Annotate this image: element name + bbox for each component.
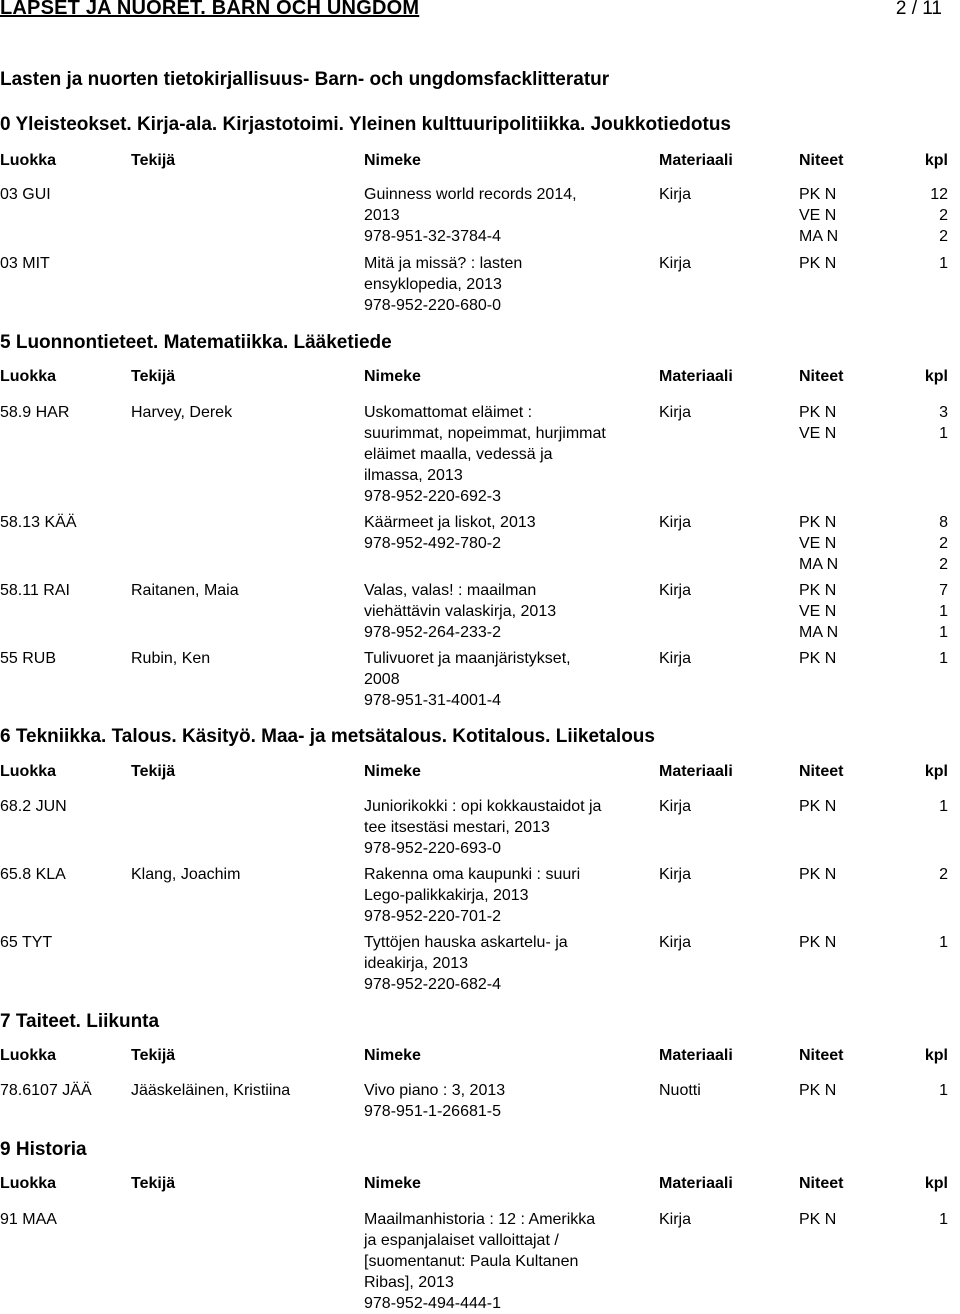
row-kpl bbox=[939, 1209, 948, 1230]
row-niteet bbox=[799, 1080, 836, 1101]
row-kpl-line: 1 bbox=[939, 255, 948, 272]
column-header-luokka: Luokka bbox=[0, 368, 57, 385]
row-niteet-line: PK N bbox=[799, 255, 837, 272]
row-niteet bbox=[799, 580, 838, 643]
row-niteet-line: PK N bbox=[799, 514, 837, 531]
row-niteet bbox=[799, 402, 836, 444]
row-niteet-line: MA N bbox=[799, 624, 839, 641]
row-nimeke bbox=[364, 402, 644, 507]
row-nimeke-line: Tulivuoret ja maanjäristykset, bbox=[364, 650, 571, 667]
row-nimeke-line: ensyklopedia, 2013 bbox=[364, 276, 502, 293]
row-nimeke-line: ilmassa, 2013 bbox=[364, 467, 463, 484]
row-luokka: 58.9 HAR bbox=[0, 404, 70, 421]
column-header-niteet: Niteet bbox=[799, 763, 844, 780]
row-tekija: Jääskeläinen, Kristiina bbox=[131, 1082, 291, 1099]
row-luokka: 03 GUI bbox=[0, 186, 51, 203]
row-niteet bbox=[799, 253, 836, 274]
row-luokka: 55 RUB bbox=[0, 650, 57, 667]
row-kpl bbox=[939, 253, 948, 274]
row-materiaali: Kirja bbox=[659, 798, 692, 815]
column-header-kpl: kpl bbox=[924, 1047, 948, 1064]
row-nimeke-line: Käärmeet ja liskot, 2013 bbox=[364, 514, 536, 531]
column-header-kpl: kpl bbox=[924, 368, 948, 385]
column-header-materiaali: Materiaali bbox=[659, 368, 733, 385]
column-header-luokka: Luokka bbox=[0, 1175, 57, 1192]
row-kpl-line: 1 bbox=[939, 425, 948, 442]
row-kpl-line: 1 bbox=[939, 650, 948, 667]
section-title: 9 Historia bbox=[0, 1139, 87, 1160]
row-niteet bbox=[799, 796, 836, 817]
row-nimeke-line: 978-952-220-680-0 bbox=[364, 297, 501, 314]
row-kpl bbox=[939, 580, 948, 643]
column-header-luokka: Luokka bbox=[0, 1047, 57, 1064]
row-nimeke-line: Guinness world records 2014, bbox=[364, 186, 577, 203]
row-tekija: Rubin, Ken bbox=[131, 650, 211, 667]
row-kpl-line: 8 bbox=[939, 514, 948, 531]
section-title: 0 Yleisteokset. Kirja-ala. Kirjastotoimi. Yleinen kulttuuripolitiikka. Joukkotiedotus bbox=[0, 114, 731, 135]
row-nimeke-line: 978-952-220-701-2 bbox=[364, 908, 501, 925]
row-nimeke bbox=[364, 1209, 644, 1314]
row-nimeke bbox=[364, 253, 644, 316]
row-luokka: 91 MAA bbox=[0, 1211, 57, 1228]
column-header-niteet: Niteet bbox=[799, 1175, 844, 1192]
column-header-tekija: Tekijä bbox=[131, 1047, 176, 1064]
row-nimeke bbox=[364, 1080, 644, 1122]
row-nimeke-line: 978-952-220-693-0 bbox=[364, 840, 501, 857]
row-nimeke-line: 978-951-1-26681-5 bbox=[364, 1103, 501, 1120]
column-header-kpl: kpl bbox=[924, 763, 948, 780]
row-nimeke-line: 2013 bbox=[364, 207, 400, 224]
row-niteet bbox=[799, 1209, 836, 1230]
row-nimeke-line: Lego-palikkakirja, 2013 bbox=[364, 887, 529, 904]
row-nimeke-line: Tyttöjen hauska askartelu- ja bbox=[364, 934, 568, 951]
row-luokka: 03 MIT bbox=[0, 255, 50, 272]
row-luokka: 78.6107 JÄÄ bbox=[0, 1082, 92, 1099]
column-header-niteet: Niteet bbox=[799, 152, 844, 169]
row-nimeke-line: ideakirja, 2013 bbox=[364, 955, 469, 972]
row-materiaali: Kirja bbox=[659, 255, 692, 272]
row-tekija: Klang, Joachim bbox=[131, 866, 241, 883]
column-header-kpl: kpl bbox=[924, 152, 948, 169]
row-luokka: 68.2 JUN bbox=[0, 798, 67, 815]
row-niteet-line: PK N bbox=[799, 404, 837, 421]
row-niteet bbox=[799, 648, 836, 669]
row-kpl bbox=[939, 648, 948, 669]
column-header-luokka: Luokka bbox=[0, 152, 57, 169]
row-nimeke bbox=[364, 512, 644, 554]
row-nimeke-line: 978-952-220-682-4 bbox=[364, 976, 501, 993]
row-nimeke-line: tee itsestäsi mestari, 2013 bbox=[364, 819, 550, 836]
row-tekija: Harvey, Derek bbox=[131, 404, 233, 421]
row-luokka: 58.13 KÄÄ bbox=[0, 514, 77, 531]
column-header-kpl: kpl bbox=[924, 1175, 948, 1192]
row-niteet-line: PK N bbox=[799, 186, 837, 203]
document-title: Lasten ja nuorten tietokirjallisuus- Barn- och ungdomsfacklitteratur bbox=[0, 69, 610, 90]
row-luokka: 65 TYT bbox=[0, 934, 53, 951]
section-title: 6 Tekniikka. Talous. Käsityö. Maa- ja metsätalous. Kotitalous. Liiketalous bbox=[0, 726, 655, 747]
column-header-materiaali: Materiaali bbox=[659, 763, 733, 780]
row-kpl-line: 2 bbox=[939, 207, 948, 224]
column-header-nimeke: Nimeke bbox=[364, 1047, 421, 1064]
row-kpl-line: 1 bbox=[939, 603, 948, 620]
row-niteet-line: VE N bbox=[799, 535, 837, 552]
row-nimeke-line: 978-952-492-780-2 bbox=[364, 535, 501, 552]
row-kpl-line: 2 bbox=[939, 866, 948, 883]
row-nimeke-line: Maailmanhistoria : 12 : Amerikka bbox=[364, 1211, 596, 1228]
row-nimeke bbox=[364, 864, 644, 927]
row-nimeke-line: 978-951-31-4001-4 bbox=[364, 692, 501, 709]
row-niteet-line: PK N bbox=[799, 1082, 837, 1099]
row-kpl-line: 2 bbox=[939, 556, 948, 573]
column-header-niteet: Niteet bbox=[799, 368, 844, 385]
row-kpl-line: 2 bbox=[939, 535, 948, 552]
row-niteet-line: PK N bbox=[799, 798, 837, 815]
row-nimeke-line: [suomentanut: Paula Kultanen bbox=[364, 1253, 579, 1270]
row-nimeke-line: ja espanjalaiset valloittajat / bbox=[364, 1232, 559, 1249]
column-header-nimeke: Nimeke bbox=[364, 368, 421, 385]
row-materiaali: Kirja bbox=[659, 582, 692, 599]
row-nimeke-line: eläimet maalla, vedessä ja bbox=[364, 446, 553, 463]
row-nimeke bbox=[364, 580, 644, 643]
column-header-tekija: Tekijä bbox=[131, 368, 176, 385]
row-niteet-line: PK N bbox=[799, 934, 837, 951]
row-nimeke-line: Uskomattomat eläimet : bbox=[364, 404, 533, 421]
row-kpl-line: 1 bbox=[939, 1082, 948, 1099]
row-kpl bbox=[939, 512, 948, 575]
row-luokka: 58.11 RAI bbox=[0, 582, 70, 599]
column-header-luokka: Luokka bbox=[0, 763, 57, 780]
row-luokka: 65.8 KLA bbox=[0, 866, 66, 883]
row-nimeke-line: 978-952-264-233-2 bbox=[364, 624, 501, 641]
column-header-tekija: Tekijä bbox=[131, 152, 176, 169]
page-number: 2 / 11 bbox=[895, 0, 942, 19]
row-nimeke-line: 978-952-220-692-3 bbox=[364, 488, 501, 505]
column-header-tekija: Tekijä bbox=[131, 763, 176, 780]
row-niteet-line: MA N bbox=[799, 228, 839, 245]
row-niteet-line: PK N bbox=[799, 650, 837, 667]
row-nimeke-line: 978-952-494-444-1 bbox=[364, 1295, 501, 1312]
column-header-nimeke: Nimeke bbox=[364, 1175, 421, 1192]
column-header-niteet: Niteet bbox=[799, 1047, 844, 1064]
row-materiaali: Kirja bbox=[659, 866, 692, 883]
row-niteet bbox=[799, 864, 836, 885]
row-kpl bbox=[939, 932, 948, 953]
column-header-tekija: Tekijä bbox=[131, 1175, 176, 1192]
row-kpl bbox=[939, 1080, 948, 1101]
row-nimeke-line: Valas, valas! : maailman bbox=[364, 582, 537, 599]
row-nimeke bbox=[364, 184, 644, 247]
row-niteet-line: VE N bbox=[799, 207, 837, 224]
row-nimeke bbox=[364, 932, 644, 995]
row-niteet-line: PK N bbox=[799, 1211, 837, 1228]
row-kpl bbox=[939, 402, 948, 444]
row-kpl bbox=[939, 864, 948, 885]
row-niteet-line: VE N bbox=[799, 603, 837, 620]
column-header-nimeke: Nimeke bbox=[364, 152, 421, 169]
row-nimeke-line: Mitä ja missä? : lasten bbox=[364, 255, 523, 272]
row-materiaali: Kirja bbox=[659, 186, 692, 203]
row-niteet bbox=[799, 512, 838, 575]
row-kpl-line: 3 bbox=[939, 404, 948, 421]
row-materiaali: Kirja bbox=[659, 514, 692, 531]
row-materiaali: Kirja bbox=[659, 934, 692, 951]
section-title: 5 Luonnontieteet. Matematiikka. Lääketiede bbox=[0, 332, 392, 353]
row-nimeke bbox=[364, 796, 644, 859]
section-title: 7 Taiteet. Liikunta bbox=[0, 1011, 160, 1032]
row-materiaali: Kirja bbox=[659, 1211, 692, 1228]
row-nimeke-line: Ribas], 2013 bbox=[364, 1274, 454, 1291]
row-niteet-line: PK N bbox=[799, 582, 837, 599]
row-nimeke-line: Rakenna oma kaupunki : suuri bbox=[364, 866, 581, 883]
row-nimeke-line: 2008 bbox=[364, 671, 400, 688]
row-niteet bbox=[799, 184, 838, 247]
row-nimeke bbox=[364, 648, 644, 711]
row-kpl-line: 2 bbox=[939, 228, 948, 245]
row-nimeke-line: viehättävin valaskirja, 2013 bbox=[364, 603, 557, 620]
row-materiaali: Kirja bbox=[659, 404, 692, 421]
row-niteet-line: PK N bbox=[799, 866, 837, 883]
row-nimeke-line: 978-951-32-3784-4 bbox=[364, 228, 501, 245]
row-kpl-line: 1 bbox=[939, 934, 948, 951]
row-nimeke-line: Juniorikokki : opi kokkaustaidot ja bbox=[364, 798, 602, 815]
page-header-title: LAPSET JA NUORET. BARN OCH UNGDOM bbox=[0, 0, 420, 19]
row-kpl-line: 1 bbox=[939, 798, 948, 815]
row-kpl-line: 12 bbox=[930, 186, 948, 203]
column-header-materiaali: Materiaali bbox=[659, 1047, 733, 1064]
column-header-nimeke: Nimeke bbox=[364, 763, 421, 780]
row-niteet-line: MA N bbox=[799, 556, 839, 573]
row-kpl-line: 7 bbox=[939, 582, 948, 599]
row-niteet-line: VE N bbox=[799, 425, 837, 442]
row-materiaali: Nuotti bbox=[659, 1082, 701, 1099]
row-tekija: Raitanen, Maia bbox=[131, 582, 239, 599]
row-kpl bbox=[939, 796, 948, 817]
row-nimeke-line: suurimmat, nopeimmat, hurjimmat bbox=[364, 425, 606, 442]
row-kpl-line: 1 bbox=[939, 624, 948, 641]
row-kpl-line: 1 bbox=[939, 1211, 948, 1228]
row-niteet bbox=[799, 932, 836, 953]
column-header-materiaali: Materiaali bbox=[659, 152, 733, 169]
page-header bbox=[0, 0, 960, 20]
column-header-materiaali: Materiaali bbox=[659, 1175, 733, 1192]
row-kpl bbox=[930, 184, 948, 247]
row-materiaali: Kirja bbox=[659, 650, 692, 667]
row-nimeke-line: Vivo piano : 3, 2013 bbox=[364, 1082, 506, 1099]
